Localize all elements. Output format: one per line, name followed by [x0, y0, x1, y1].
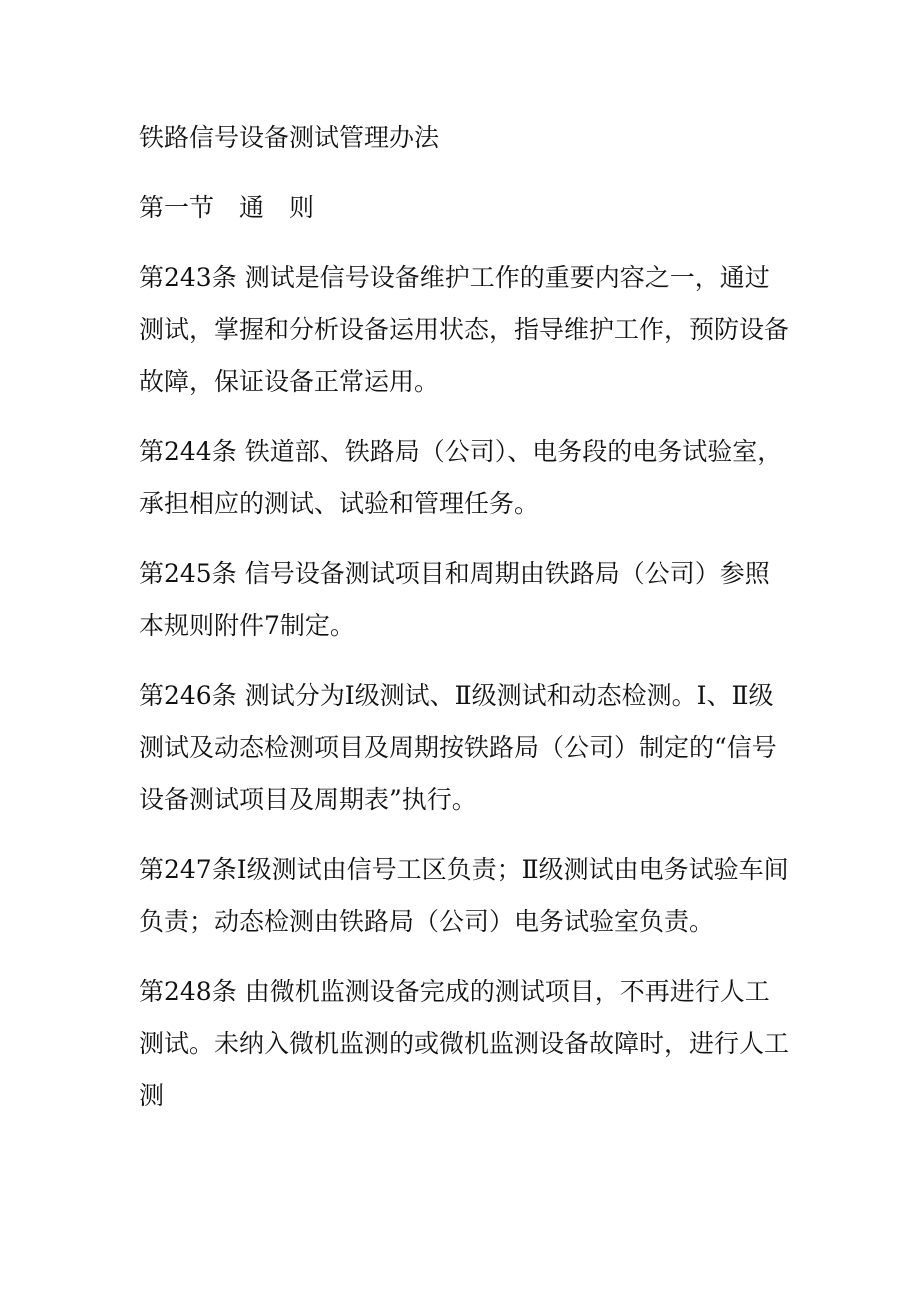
article-number: 第243条 [139, 263, 237, 292]
article-244 [139, 426, 789, 530]
article-text: 由微机监测设备完成的测试项目，不再进行人工测试。未纳入微机监测的或微机监测设备故障时，进行人工测 [139, 977, 790, 1110]
article-number: 第248条 [139, 977, 237, 1006]
article-text: I级测试由信号工区负责；Ⅱ级测试由电务试验车间负责；动态检测由铁路局（公司）电务试验室负责。 [139, 855, 789, 936]
article-number: 第244条 [139, 437, 237, 466]
article-text: 测试分为I级测试、Ⅱ级测试和动态检测。I、Ⅱ级测试及动态检测项目及周期按铁路局（公司）制定的“信号设备测试项目及周期表”执行。 [139, 681, 777, 814]
article-248 [139, 966, 789, 1122]
article-number: 第245条 [139, 559, 237, 588]
article-text: 测试是信号设备维护工作的重要内容之一，通过测试，掌握和分析设备运用状态，指导维护工作，预防设备故障，保证设备正常运用。 [139, 263, 790, 396]
article-247 [139, 844, 789, 948]
article-number: 第247条 [139, 855, 237, 884]
article-246 [139, 670, 789, 826]
article-245 [139, 548, 789, 652]
article-text: 铁道部、铁路局（公司）、电务段的电务试验室，承担相应的测试、试验和管理任务。 [139, 437, 783, 518]
document-title: 铁路信号设备测试管理办法 [139, 123, 440, 152]
article-243 [139, 252, 789, 408]
section-heading: 第一节 通 则 [139, 193, 315, 222]
article-text: 信号设备测试项目和周期由铁路局（公司）参照本规则附件7制定。 [139, 559, 770, 640]
article-number: 第246条 [139, 681, 237, 710]
document-body [139, 112, 789, 1140]
